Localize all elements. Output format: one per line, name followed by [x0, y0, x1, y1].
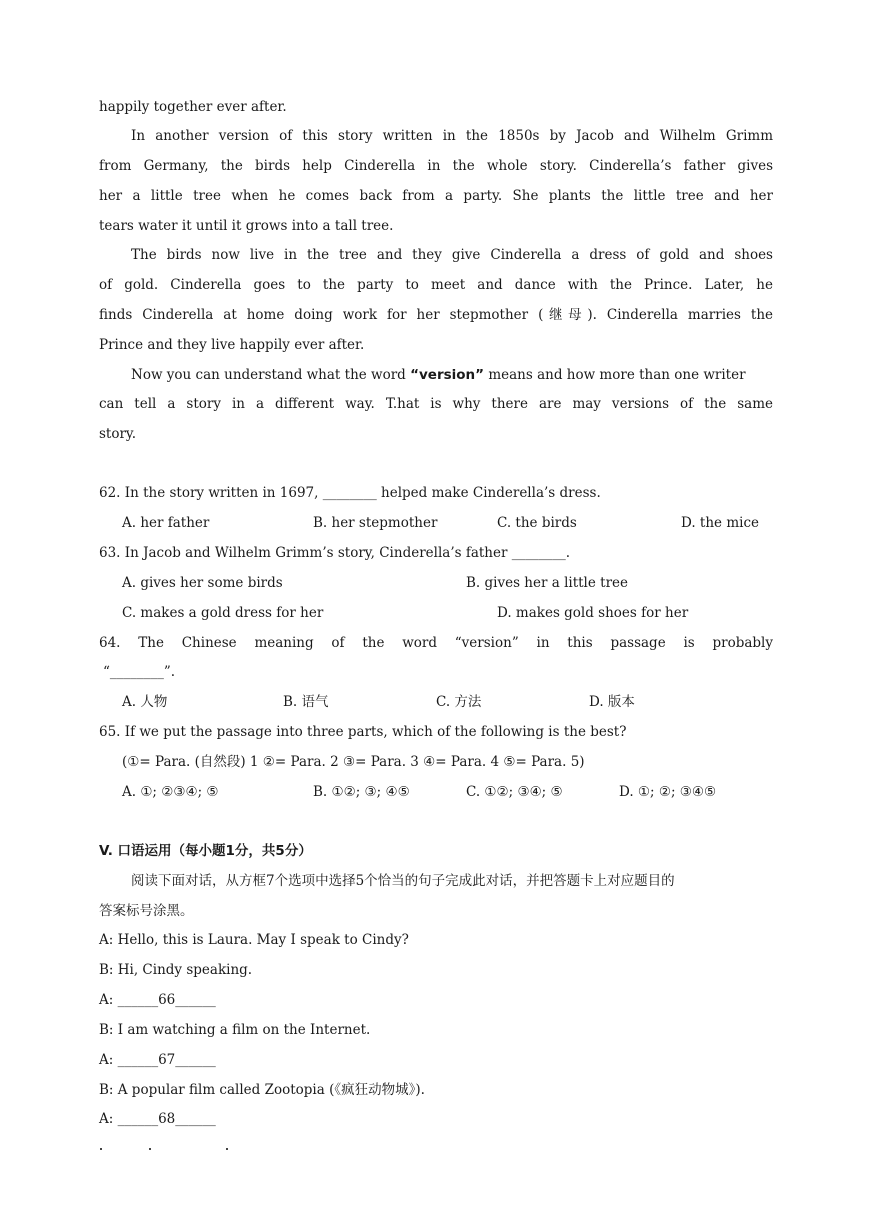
highlight-word: “version” [410, 367, 485, 383]
option-d: D. makes gold shoes for her [497, 605, 689, 621]
cut-off-line-marks [99, 1148, 239, 1152]
option-d: D. 版本 [589, 694, 635, 710]
section-heading: V. 口语运用（每小题1分，共5分） [99, 843, 312, 859]
dialogue-line: A: ______67______ [99, 1052, 216, 1068]
question-note: (①= Para. (自然段) 1 ②= Para. 2 ③= Para. 3 ④= Para. 4 ⑤= Para. 5) [122, 754, 585, 770]
dialogue-line: B: A popular film called Zootopia (《疯狂动物城》). [99, 1082, 425, 1098]
option-a: A. ①; ②③④; ⑤ [122, 784, 219, 800]
option-c: C. 方法 [436, 694, 482, 710]
option-c: C. the birds [497, 515, 577, 531]
passage-line: Prince and they live happily ever after. [99, 337, 365, 353]
passage-line: happily together ever after. [99, 99, 287, 115]
passage-line: can tell a story in a different way. T.hat is why there are may versions of the same [99, 396, 773, 412]
passage-line: story. [99, 426, 137, 442]
passage-line: The birds now live in the tree and they give Cinderella a dress of gold and shoes [131, 247, 773, 263]
option-b: B. ①②; ③; ④⑤ [313, 784, 410, 800]
passage-text: means and how more than one writer [484, 367, 746, 383]
option-b: B. her stepmother [313, 515, 438, 531]
question-stem: 65. If we put the passage into three parts, which of the following is the best? [99, 724, 627, 740]
question-stem: 62. In the story written in 1697, ________ helped make Cinderella’s dress. [99, 485, 601, 501]
option-a: A. gives her some birds [122, 575, 283, 591]
passage-line: of gold. Cinderella goes to the party to meet and dance with the Prince. Later, he [99, 277, 773, 293]
passage-line: tears water it until it grows into a tall tree. [99, 218, 394, 234]
passage-line [131, 365, 773, 385]
question-stem: “________”. [103, 664, 176, 680]
dialogue-line: B: I am watching a film on the Internet. [99, 1022, 371, 1038]
option-c: C. makes a gold dress for her [122, 605, 324, 621]
dialogue-line: A: Hello, this is Laura. May I speak to Cindy? [99, 932, 409, 948]
option-c: C. ①②; ③④; ⑤ [466, 784, 563, 800]
dialogue-line: B: Hi, Cindy speaking. [99, 962, 253, 978]
option-a: A. her father [122, 515, 210, 531]
option-b: B. 语气 [283, 694, 329, 710]
instruction-line: 阅读下面对话，从方框7个选项中选择5个恰当的句子完成此对话，并把答题卡上对应题目的 [131, 873, 675, 889]
passage-line: finds Cinderella at home doing work for her stepmother (继母). Cinderella marries the [99, 307, 773, 323]
passage-line: her a little tree when he comes back from a party. She plants the little tree and her [99, 188, 773, 204]
dialogue-line: A: ______68______ [99, 1111, 216, 1127]
dialogue-line: A: ______66______ [99, 992, 216, 1008]
instruction-line: 答案标号涂黑。 [99, 903, 194, 919]
option-a: A. 人物 [122, 694, 168, 710]
question-stem: 64. The Chinese meaning of the word “version” in this passage is probably [99, 635, 773, 651]
option-d: D. ①; ②; ③④⑤ [619, 784, 717, 800]
passage-line: In another version of this story written in the 1850s by Jacob and Wilhelm Grimm [131, 128, 773, 144]
passage-line: from Germany, the birds help Cinderella in the whole story. Cinderella’s father gives [99, 158, 773, 174]
question-stem: 63. In Jacob and Wilhelm Grimm’s story, Cinderella’s father ________. [99, 545, 571, 561]
passage-text: Now you can understand what the word [131, 367, 411, 383]
option-b: B. gives her a little tree [466, 575, 629, 591]
option-d: D. the mice [681, 515, 759, 531]
